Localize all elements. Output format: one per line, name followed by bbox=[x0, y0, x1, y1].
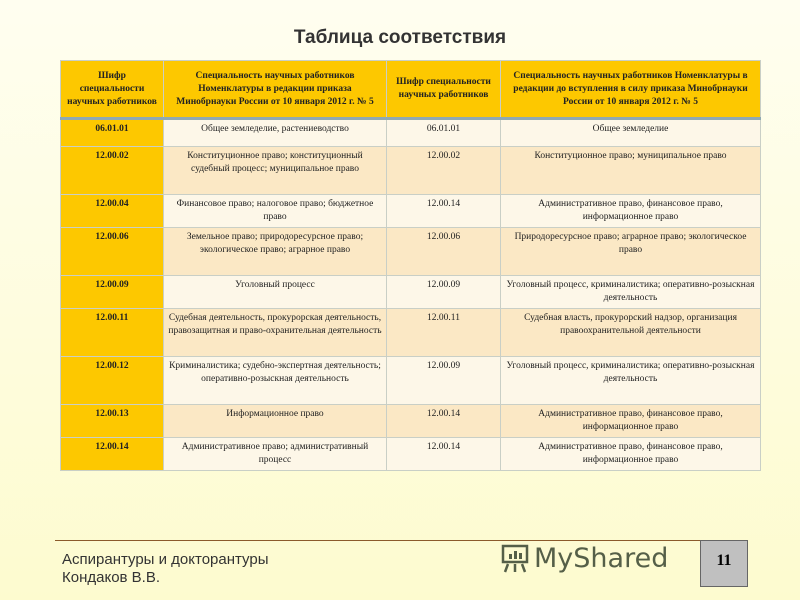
cell-specialty-new: Общее земледелие, растениеводство bbox=[164, 119, 387, 147]
cell-specialty-new: Информационное право bbox=[164, 405, 387, 438]
cell-specialty-new: Конституционное право; конституционный судебный процесс; муниципальное право bbox=[164, 147, 387, 195]
footer bbox=[62, 551, 269, 587]
cell-code-old: 12.00.09 bbox=[387, 276, 501, 309]
table-row bbox=[61, 438, 761, 471]
cell-code-new: 12.00.11 bbox=[61, 309, 164, 357]
cell-specialty-new: Криминалистика; судебно-экспертная деятельность; оперативно-розыскная деятельность bbox=[164, 357, 387, 405]
logo-text: MyShared bbox=[534, 542, 669, 574]
header-cell: Специальность научных работников Номенклатуры в редакции приказа Минобрнауки России от 10 января 2012 г. № 5 bbox=[164, 61, 387, 119]
header-cell: Специальность научных работников Номенклатуры в редакции до вступления в силу приказа Минобрнауки России от 10 января 2012 г. № 5 bbox=[501, 61, 761, 119]
cell-code-new: 06.01.01 bbox=[61, 119, 164, 147]
header-cell: Шифр специальности научных работников bbox=[61, 61, 164, 119]
table-row bbox=[61, 357, 761, 405]
cell-specialty-old: Конституционное право; муниципальное право bbox=[501, 147, 761, 195]
footer-line-1: Аспирантуры и докторантуры bbox=[62, 551, 269, 568]
cell-code-new: 12.00.02 bbox=[61, 147, 164, 195]
table-row bbox=[61, 119, 761, 147]
cell-code-old: 06.01.01 bbox=[387, 119, 501, 147]
cell-specialty-old: Судебная власть, прокурорский надзор, организация правоохранительной деятельности bbox=[501, 309, 761, 357]
footer-line-2: Кондаков В.В. bbox=[62, 569, 161, 586]
cell-code-new: 12.00.14 bbox=[61, 438, 164, 471]
cell-code-new: 12.00.06 bbox=[61, 228, 164, 276]
table-row bbox=[61, 405, 761, 438]
table-row bbox=[61, 228, 761, 276]
cell-code-new: 12.00.13 bbox=[61, 405, 164, 438]
cell-specialty-old: Природоресурсное право; аграрное право; экологическое право bbox=[501, 228, 761, 276]
cell-specialty-new: Уголовный процесс bbox=[164, 276, 387, 309]
cell-code-old: 12.00.06 bbox=[387, 228, 501, 276]
cell-code-old: 12.00.14 bbox=[387, 195, 501, 228]
cell-specialty-new: Судебная деятельность, прокурорская деятельность, правозащитная и право-охранительная деятельность bbox=[164, 309, 387, 357]
cell-specialty-old: Административное право, финансовое право, информационное право bbox=[501, 195, 761, 228]
table-row bbox=[61, 195, 761, 228]
table-row bbox=[61, 309, 761, 357]
cell-code-new: 12.00.09 bbox=[61, 276, 164, 309]
cell-specialty-old: Общее земледелие bbox=[501, 119, 761, 147]
cell-code-old: 12.00.14 bbox=[387, 438, 501, 471]
slide-title: Таблица соответствия bbox=[293, 27, 507, 48]
cell-code-old: 12.00.02 bbox=[387, 147, 501, 195]
header-cell: Шифр специальности научных работников bbox=[387, 61, 501, 119]
correspondence-table bbox=[60, 60, 761, 471]
cell-specialty-old: Административное право, финансовое право, информационное право bbox=[501, 438, 761, 471]
cell-code-old: 12.00.09 bbox=[387, 357, 501, 405]
cell-specialty-old: Административное право, финансовое право, информационное право bbox=[501, 405, 761, 438]
cell-specialty-old: Уголовный процесс, криминалистика; оперативно-розыскная деятельность bbox=[501, 357, 761, 405]
cell-code-new: 12.00.04 bbox=[61, 195, 164, 228]
page-number: 11 bbox=[700, 540, 748, 587]
cell-code-old: 12.00.14 bbox=[387, 405, 501, 438]
table-row bbox=[61, 147, 761, 195]
cell-specialty-old: Уголовный процесс, криминалистика; оперативно-розыскная деятельность bbox=[501, 276, 761, 309]
presentation-board-icon bbox=[500, 542, 530, 574]
cell-specialty-new: Финансовое право; налоговое право; бюджетное право bbox=[164, 195, 387, 228]
footer-divider bbox=[55, 540, 703, 541]
cell-code-new: 12.00.12 bbox=[61, 357, 164, 405]
table-header-row bbox=[61, 61, 761, 119]
cell-code-old: 12.00.11 bbox=[387, 309, 501, 357]
cell-specialty-new: Административное право; административный процесс bbox=[164, 438, 387, 471]
myshared-logo bbox=[500, 542, 668, 574]
table-row bbox=[61, 276, 761, 309]
cell-specialty-new: Земельное право; природоресурсное право; экологическое право; аграрное право bbox=[164, 228, 387, 276]
